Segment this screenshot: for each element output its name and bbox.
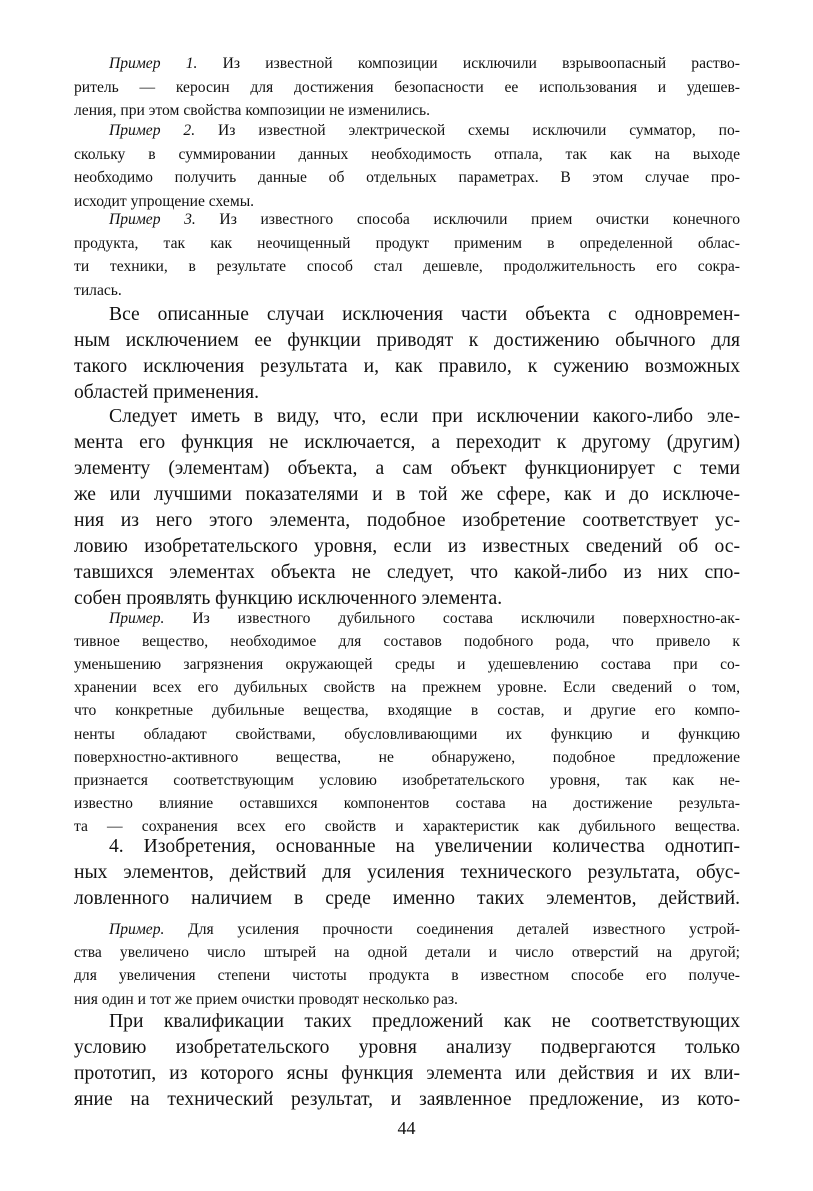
line-text: скольку в суммировании данных необходимость отпала, так как на выходе	[74, 145, 740, 163]
text-line	[74, 119, 740, 143]
line-text: тивное вещество, необходимое для составов подобного рода, что привело к	[74, 633, 740, 651]
example-example-4	[74, 607, 740, 838]
line-text: ных элементов, действий для усиления технического результата, обус-	[74, 862, 740, 883]
line-text: уменьшению загрязнения окружающей среды и удешевлению состава при со-	[74, 656, 740, 674]
line-text: исходит упрощение схемы.	[74, 192, 255, 210]
line-text: Все описанные случаи исключения части объекта с одновремен-	[109, 304, 740, 325]
text-line	[74, 699, 740, 722]
text-line	[74, 328, 740, 354]
paragraph-para-2	[74, 404, 740, 612]
paragraph-para-4	[74, 1009, 740, 1113]
text-line	[74, 76, 740, 100]
line-text: же или лучшими показателями и в той же сфере, как и до исключе-	[74, 484, 740, 505]
text-line	[74, 354, 740, 380]
line-text: ловию изобретательского уровня, если из известных сведений об ос-	[74, 536, 740, 557]
line-text: Из известного дубильного состава исключили поверхностно-ак-	[164, 610, 740, 627]
paragraph-para-3	[74, 834, 740, 912]
line-text: поверхностно-активного вещества, не обнаружено, подобное предложение	[74, 748, 740, 766]
line-text: При квалификации таких предложений как не соответствующих	[109, 1011, 740, 1032]
example-example-2	[74, 119, 740, 213]
text-line	[74, 302, 740, 328]
line-text: ти техники, в результате способ стал дешевле, продолжительность его сокра-	[74, 258, 740, 275]
text-line	[74, 769, 740, 792]
line-text: условию изобретательского уровня анализу подвергаются только	[74, 1037, 740, 1058]
line-text: ловленного наличием в среде именно таких элементов, действий.	[74, 888, 740, 909]
text-line	[74, 964, 740, 987]
line-text: что конкретные дубильные вещества, входящие в состав, и другие его компо-	[74, 702, 740, 720]
text-line	[74, 1061, 740, 1087]
text-line	[74, 430, 740, 456]
text-line	[74, 988, 740, 1011]
text-line	[74, 860, 740, 886]
text-line	[74, 653, 740, 676]
text-line	[74, 404, 740, 430]
line-text: Из известной электрической схемы исключили сумматор, по-	[195, 122, 740, 139]
line-text: продукта, так как неочищенный продукт применим в определенной облас-	[74, 234, 740, 252]
text-line	[74, 607, 740, 630]
example-label: Пример 2.	[109, 122, 196, 139]
line-text: ства увеличено число штырей на одной детали и число отверстий на другой;	[74, 944, 740, 962]
line-text: признается соответствующим условию изобретательского уровня, так как не-	[74, 771, 740, 789]
line-text: известно влияние оставшихся компонентов состава на достижение результа-	[74, 794, 740, 812]
text-line	[74, 886, 740, 912]
text-line	[74, 746, 740, 769]
line-text: хранении всех его дубильных свойств на прежнем уровне. Если сведений о том,	[74, 679, 740, 697]
example-example-3	[74, 208, 740, 302]
text-line	[74, 208, 740, 232]
text-line	[74, 456, 740, 482]
text-line	[74, 834, 740, 860]
paragraph-para-1	[74, 302, 740, 406]
line-text: ритель — керосин для достижения безопасности ее использования и удешев-	[74, 78, 740, 96]
example-label: Пример 3.	[109, 211, 196, 228]
line-text: тавшихся элементах объекта не следует, что какой-либо из них спо-	[74, 562, 740, 583]
page-number: 44	[397, 1118, 416, 1138]
text-line	[74, 482, 740, 508]
text-line	[74, 560, 740, 586]
line-text: элементу (элементам) объекта, а сам объект функционирует с теми	[74, 458, 740, 479]
line-text: мента его функция не исключается, а переходит к другому (другим)	[74, 432, 740, 453]
text-line	[74, 279, 740, 303]
line-text: 4. Изобретения, основанные на увеличении количества однотип-	[109, 836, 740, 857]
text-line	[74, 1009, 740, 1035]
text-line	[74, 232, 740, 256]
text-line	[74, 255, 740, 279]
example-example-5	[74, 918, 740, 1011]
line-text: Следует иметь в виду, что, если при исключении какого-либо эле-	[109, 406, 740, 427]
line-text: Из известного способа исключили прием очистки конечного	[195, 211, 740, 228]
line-text: Из известной композиции исключили взрывоопасный раство-	[197, 55, 740, 72]
text-line	[74, 918, 740, 941]
line-text: ния один и тот же прием очистки проводят несколько раз.	[74, 990, 458, 1008]
example-example-1	[74, 52, 740, 123]
text-line	[74, 534, 740, 560]
line-text: ным исключением ее функции приводят к достижению обычного для	[74, 330, 740, 351]
line-text: областей применения.	[74, 382, 260, 403]
text-line	[74, 52, 740, 76]
text-line	[74, 941, 740, 964]
text-line	[74, 380, 740, 406]
line-text: такого исключения результата и, как правило, к сужению возможных	[74, 356, 740, 377]
text-line	[74, 508, 740, 534]
example-label: Пример 1.	[109, 55, 198, 72]
line-text: яние на технический результат, и заявленное предложение, из кото-	[74, 1089, 740, 1110]
example-label: Пример.	[109, 610, 165, 627]
line-text: прототип, из которого ясны функция элемента или действия и их вли-	[74, 1063, 740, 1084]
text-line	[74, 166, 740, 190]
line-text: тилась.	[74, 281, 122, 299]
text-line	[74, 1035, 740, 1061]
line-text: та — сохранения всех его свойств и характеристик как дубильного вещества.	[74, 817, 740, 835]
line-text: собен проявлять функцию исключенного элемента.	[74, 588, 503, 609]
text-line	[74, 792, 740, 815]
line-text: необходимо получить данные об отдельных параметрах. В этом случае про-	[74, 169, 740, 186]
text-line	[74, 630, 740, 653]
text-line	[74, 676, 740, 699]
text-line	[74, 143, 740, 167]
line-text: для увеличения степени чистоты продукта в известном способе его получе-	[74, 967, 740, 985]
text-line	[74, 1087, 740, 1113]
line-text: ния из него этого элемента, подобное изобретение соответствует ус-	[74, 510, 740, 531]
line-text: Для усиления прочности соединения деталей известного устрой-	[164, 921, 740, 938]
line-text: ления, при этом свойства композиции не изменились.	[74, 102, 431, 119]
line-text: ненты обладают свойствами, обусловливающими их функцию и функцию	[74, 725, 740, 743]
text-line	[74, 723, 740, 746]
example-label: Пример.	[109, 921, 165, 938]
